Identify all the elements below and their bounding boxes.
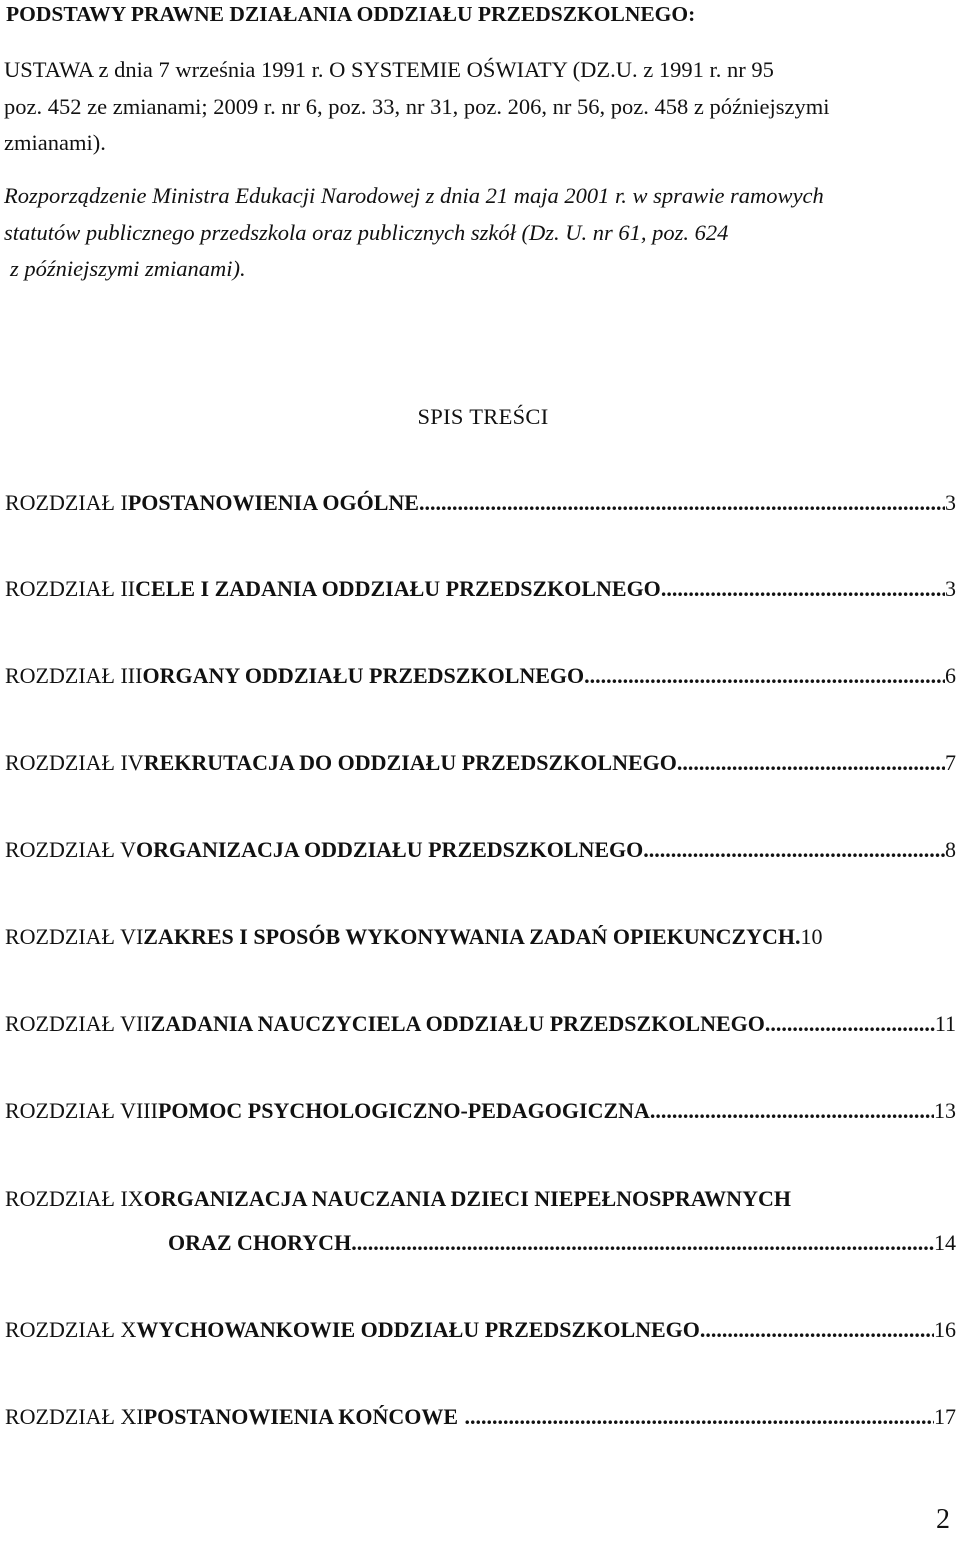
toc-entry-11[interactable] — [5, 1404, 956, 1438]
toc-entry-5[interactable] — [5, 837, 956, 871]
toc-entry-8[interactable] — [5, 1098, 956, 1132]
toc-chapter-number: ROZDZIAŁ V — [5, 837, 136, 862]
legal-basis-regulation — [4, 178, 954, 288]
toc-chapter-title: CELE I ZADANIA ODDZIAŁU PRZEDSZKOLNEGO — [135, 576, 661, 601]
toc-entry-9[interactable] — [5, 1186, 956, 1220]
regulation-line-3: z późniejszymi zmianami). — [10, 256, 246, 281]
toc-leader-dots — [643, 837, 945, 863]
toc-page-number: 6 — [945, 663, 956, 688]
toc-chapter-title: WYCHOWANKOWIE ODDZIAŁU PRZEDSZKOLNEGO — [136, 1317, 700, 1342]
act-line-1: USTAWA z dnia 7 września 1991 r. O SYSTEMIE OŚWIATY (DZ.U. z 1991 r. nr 95 — [4, 57, 774, 82]
toc-chapter-title: POSTANOWIENIA OGÓLNE — [127, 490, 419, 515]
toc-leader-dots — [584, 663, 945, 689]
toc-chapter-title: REKRUTACJA DO ODDZIAŁU PRZEDSZKOLNEGO — [143, 750, 677, 775]
toc-entry-1[interactable] — [5, 490, 956, 524]
toc-leader-dots — [465, 1404, 934, 1430]
toc-page-number: 16 — [934, 1317, 956, 1342]
toc-entry-7[interactable] — [5, 1011, 956, 1045]
toc-entry-6[interactable] — [5, 924, 956, 958]
regulation-line-2: statutów publicznego przedszkola oraz publicznych szkół (Dz. U. nr 61, poz. 624 — [4, 219, 729, 245]
toc-chapter-title: POSTANOWIENIA KOŃCOWE — [143, 1404, 459, 1429]
toc-entry-4[interactable] — [5, 750, 956, 784]
toc-chapter-title-continuation: ORAZ CHORYCH — [168, 1230, 352, 1255]
toc-leader-dots — [661, 576, 945, 602]
toc-chapter-number: ROZDZIAŁ IX — [5, 1186, 144, 1211]
toc-leader-dots — [419, 490, 945, 516]
page-number: 2 — [936, 1504, 950, 1535]
toc-page-number: 17 — [934, 1404, 956, 1429]
toc-leader-dots — [351, 1230, 934, 1256]
toc-page-number: 13 — [934, 1098, 956, 1123]
toc-chapter-number: ROZDZIAŁ X — [5, 1317, 137, 1342]
toc-chapter-number: ROZDZIAŁ III — [5, 663, 143, 688]
toc-chapter-number: ROZDZIAŁ VIII — [5, 1098, 158, 1123]
regulation-line-1: Rozporządzenie Ministra Edukacji Narodowej z dnia 21 maja 2001 r. w sprawie ramowych — [4, 183, 824, 208]
toc-page-number: 14 — [934, 1230, 956, 1255]
act-line-2: poz. 452 ze zmianami; 2009 r. nr 6, poz. 33, nr 31, poz. 206, nr 56, poz. 458 z późniejszymi — [4, 93, 830, 119]
toc-chapter-number: ROZDZIAŁ XI — [5, 1404, 144, 1429]
toc-chapter-title: ORGANIZACJA ODDZIAŁU PRZEDSZKOLNEGO — [135, 837, 644, 862]
toc-entry-3[interactable] — [5, 663, 956, 697]
toc-leader-dots — [700, 1317, 934, 1343]
toc-leader-dots — [765, 1011, 935, 1037]
toc-chapter-number: ROZDZIAŁ VII — [5, 1011, 151, 1036]
act-line-3: zmianami). — [4, 130, 106, 155]
toc-page-number: 7 — [945, 750, 956, 775]
toc-title: SPIS TREŚCI — [417, 404, 549, 429]
toc-chapter-title: ORGANY ODDZIAŁU PRZEDSZKOLNEGO — [142, 663, 585, 688]
toc-page-number: 10 — [800, 924, 823, 949]
toc-chapter-title: ORGANIZACJA NAUCZANIA DZIECI NIEPEŁNOSPRAWNYCH — [143, 1186, 791, 1211]
toc-page-number: 3 — [945, 490, 956, 515]
toc-page-number: 11 — [934, 1011, 956, 1036]
toc-entry-10[interactable] — [5, 1317, 956, 1351]
toc-leader-dots — [677, 750, 945, 776]
legal-basis-act — [4, 52, 954, 162]
toc-chapter-title: POMOC PSYCHOLOGICZNO-PEDAGOGICZNA — [157, 1098, 650, 1123]
toc-chapter-number: ROZDZIAŁ VI — [5, 924, 144, 949]
toc-chapter-number: ROZDZIAŁ I — [5, 490, 128, 515]
toc-entry-9-continuation[interactable] — [168, 1230, 956, 1264]
toc-chapter-number: ROZDZIAŁ IV — [5, 750, 144, 775]
toc-chapter-number: ROZDZIAŁ II — [5, 576, 136, 601]
toc-entry-2[interactable] — [5, 576, 956, 610]
toc-leader-dots — [650, 1098, 934, 1124]
toc-chapter-title: ZADANIA NAUCZYCIELA ODDZIAŁU PRZEDSZKOLNEGO — [150, 1011, 765, 1036]
toc-page-number: 3 — [945, 576, 956, 601]
toc-page-number: 8 — [945, 837, 956, 862]
toc-chapter-title: ZAKRES I SPOSÓB WYKONYWANIA ZADAŃ OPIEKUNCZYCH. — [143, 924, 801, 949]
document-heading: PODSTAWY PRAWNE DZIAŁANIA ODDZIAŁU PRZEDSZKOLNEGO: — [6, 2, 696, 26]
